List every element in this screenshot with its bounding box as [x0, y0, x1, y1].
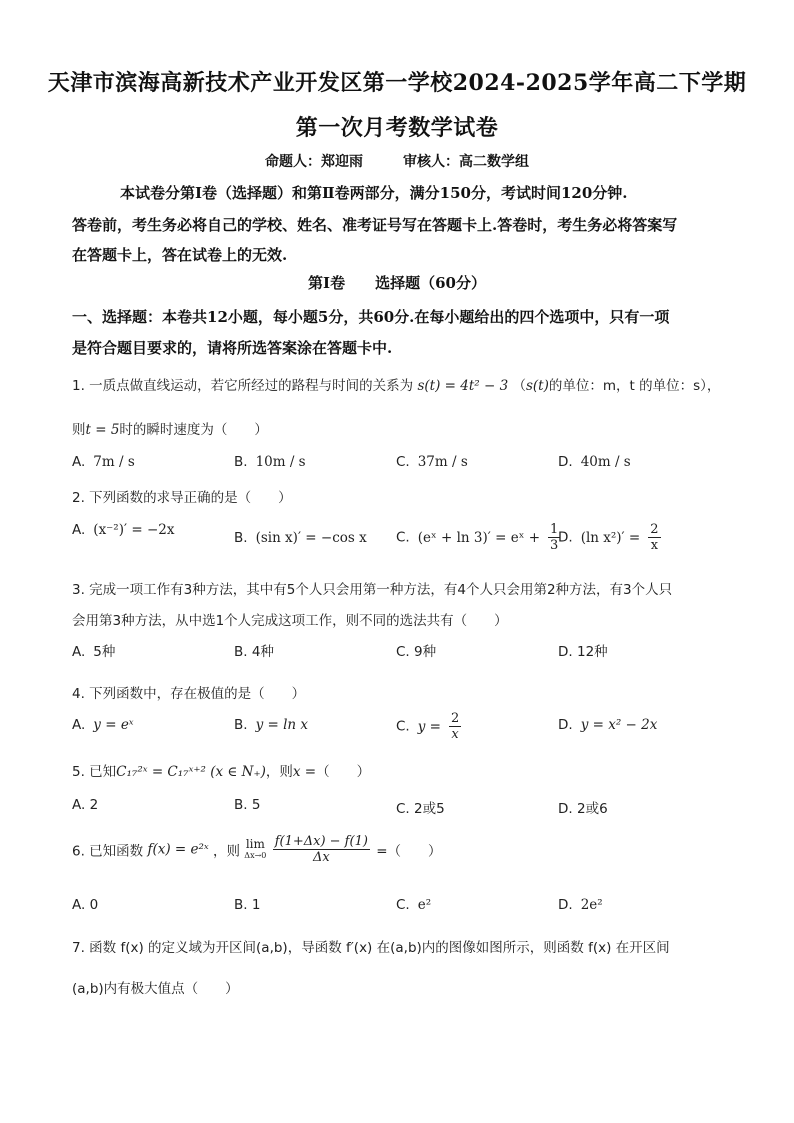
exam-title-line2: 第一次月考数学试卷: [295, 115, 499, 141]
q4-option-d[interactable]: D. y = x² − 2x: [558, 717, 658, 733]
q3-option-d[interactable]: D. 12种: [558, 644, 608, 660]
q2-option-b[interactable]: B. (sin x)′ = −cos x: [234, 530, 367, 546]
q1-line2: 则t = 5时的瞬时速度为（ ）: [72, 422, 268, 438]
author: 命题人：郑迎雨: [265, 154, 363, 170]
q6-function: f(x) = e²ˣ: [147, 841, 209, 858]
q1-option-a[interactable]: A. 7m / s: [72, 454, 135, 470]
q6-option-c[interactable]: C. e²: [396, 897, 432, 913]
q5-text: 5. 已知C₁₇²ˣ = C₁₇ˣ⁺² (x ∈ N₊)，则x =（ ）: [72, 764, 371, 780]
q3-option-a[interactable]: A. 5种: [72, 644, 116, 660]
instructions-line2: 是符合题目要求的，请将所选答案涂在答题卡中.: [72, 339, 393, 357]
q6-option-b[interactable]: B. 1: [234, 897, 261, 913]
q1-line1: 1. 一质点做直线运动，若它所经过的路程与时间的关系为 s(t) = 4t² − 3 （s(t)的单位：m，t 的单位：s），: [72, 378, 721, 394]
q1-formula: s(t) = 4t² − 3: [417, 378, 509, 394]
q1-option-c[interactable]: C. 37m / s: [396, 454, 468, 470]
q4-option-b[interactable]: B. y = ln x: [234, 717, 309, 733]
q5-option-a[interactable]: A. 2: [72, 797, 99, 813]
q5-option-c[interactable]: C. 2或5: [396, 801, 445, 817]
intro-line2: 答卷前，考生务必将自己的学校、姓名、准考证号写在答题卡上.答卷时，考生务必将答案写: [72, 216, 678, 234]
q2-option-a[interactable]: A. (x⁻²)′ = −2x: [72, 522, 175, 538]
instructions-line1: 一、选择题：本卷共12小题，每小题5分，共60分.在每小题给出的四个选项中，只有一项: [72, 308, 670, 326]
q3-line1: 3. 完成一项工作有3种方法，其中有5个人只会用第一种方法，有4个人只会用第2种方法，有3个人只: [72, 582, 673, 598]
intro-line1: 本试卷分第Ⅰ卷（选择题）和第Ⅱ卷两部分，满分150分，考试时间120分钟.: [120, 184, 628, 202]
q1-option-b[interactable]: B. 10m / s: [234, 454, 306, 470]
exam-title-line1: 天津市滨海高新技术产业开发区第一学校2024-2025学年高二下学期: [47, 70, 747, 96]
q3-option-b[interactable]: B. 4种: [234, 644, 274, 660]
section-label: 选择题（60分）: [375, 274, 486, 292]
q6-fraction: $\frac{f(1+\Delta x) - f(1)}{\Delta x}$: [274, 834, 368, 865]
intro-line3: 在答题卡上，答在试卷上的无效.: [72, 246, 288, 264]
q3-line2: 会用第3种方法，从中选1个人完成这项工作，则不同的选法共有（ ）: [72, 613, 508, 629]
q2-text: 2. 下列函数的求导正确的是（ ）: [72, 490, 292, 506]
section-name: 第Ⅰ卷: [308, 274, 346, 292]
q4-text: 4. 下列函数中，存在极值的是（ ）: [72, 686, 306, 702]
reviewer: 审核人：高二数学组: [403, 154, 529, 170]
q6-text: 6. 已知函数 f(x) = e²ˣ ，则 lim Δx→0 $\frac{f(1+\Delta x) - f(1)}{\Delta x}$ =（ ）: [72, 834, 442, 865]
q7-line2: (a,b)内有极大值点（ ）: [72, 981, 239, 997]
section-title: [0, 272, 794, 293]
q5-formula: C₁₇²ˣ = C₁₇ˣ⁺² (x ∈ N₊): [116, 764, 266, 780]
q6-option-d[interactable]: D. 2e²: [558, 897, 603, 913]
q5-option-d[interactable]: D. 2或6: [558, 801, 608, 817]
q5-option-b[interactable]: B. 5: [234, 797, 261, 813]
q1-option-d[interactable]: D. 40m / s: [558, 454, 631, 470]
q2-option-d[interactable]: D. (ln x²)′ = $\frac{2}{x}$: [558, 522, 659, 553]
q6-option-a[interactable]: A. 0: [72, 897, 99, 913]
q3-option-c[interactable]: C. 9种: [396, 644, 437, 660]
author-line: [0, 151, 794, 171]
q2-option-c[interactable]: C. (eˣ + ln 3)′ = eˣ + $\frac{1}{3}$: [396, 522, 559, 553]
q4-option-a[interactable]: A. y = eˣ: [72, 717, 134, 733]
q4-option-c[interactable]: C. y = $\frac{2}{x}$: [396, 711, 460, 742]
q7-line1: 7. 函数 f(x) 的定义域为开区间(a,b)，导函数 f′(x) 在(a,b)内的图像如图所示，则函数 f(x) 在开区间: [72, 940, 670, 956]
